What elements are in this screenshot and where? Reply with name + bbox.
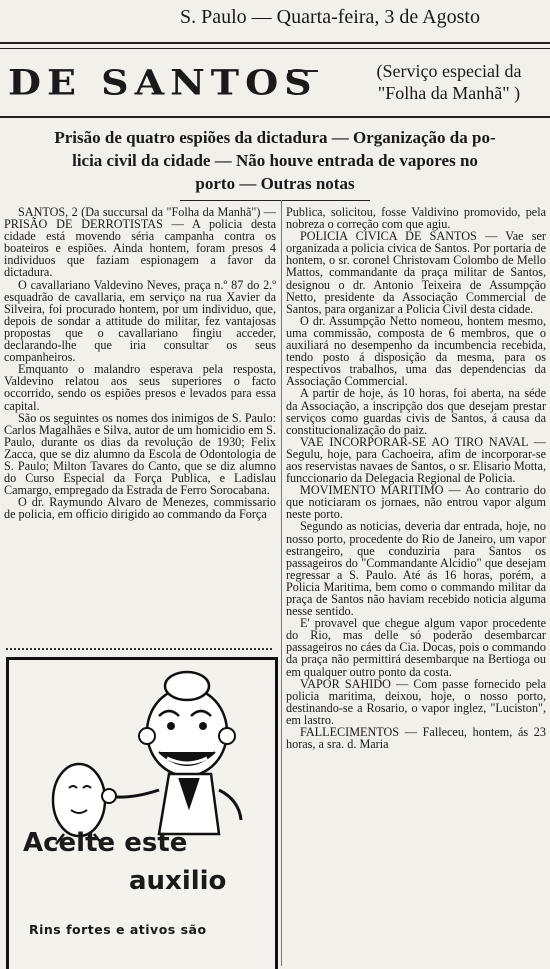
banner-dash — [288, 70, 318, 72]
paragraph: VAPOR SAHIDO — Com passe fornecido pela policia maritima, deixou, hoje, o nosso porto, destinando-se a Rosario, o vapor inglez, "Luciston", em lastro. — [286, 676, 546, 727]
ad-tagline: Rins fortes e ativos são — [29, 922, 207, 937]
paragraph: FALLECIMENTOS — Falleceu, hontem, ás 23 horas, a sra. d. Maria — [286, 725, 546, 752]
advertisement — [6, 657, 278, 969]
paragraph: O cavallariano Valdevino Neves, praça n.º 87 do 2.º esquadrão de cavallaria, em serviço na rua Xavier da Silveira, foi procurado hontem, por um individuo, que, depois de sondar a attitude do militar, fez vantajosas propostas que o cavallariano fingiu acceder, declarando-lhe que iria consultar os seus companheiros. — [4, 277, 276, 365]
headline-line3: porto — Outras notas — [195, 174, 355, 193]
paragraph: O dr. Assumpção Netto nomeou, hontem mesmo, uma commissão, composta de 6 membros, que o auxiliará no desempenho da incumbencia recebida, tendo posto á disposição da mesma, para os respectivos trabalhos, uma das dependencias da Associação Commercial. — [286, 313, 546, 389]
running-head: S. Paulo — Quarta-feira, 3 de Agosto — [180, 6, 480, 28]
service-credit-line2: "Folha da Manhã" ) — [377, 83, 521, 103]
paragraph: São os seguintes os nomes dos inimigos de S. Paulo: Carlos Magalhães e Silva, autor de um homicidio em S. Paulo, durante os dias da revolução de 1930; Felix Zacca, que se diz alumno da Escola de Odontologia de S. Paulo; Milton Tavares do Canto, que se diz alumno do Curso Especial da Força Publica, e Ladislau Camargo, empregado da Estrada de Ferro Sorocabana. — [4, 410, 276, 498]
paragraph: Publica, solicitou, fosse Valdivino promovido, pela nobreza o correção com que agiu. — [286, 205, 546, 232]
column-divider — [281, 200, 282, 966]
paragraph: O dr. Raymundo Alvaro de Menezes, commissario de policia, em officio dirigido ao commando da Força — [4, 495, 276, 522]
paragraph: VAE INCORPORAR-SE AO TIRO NAVAL — Segulu, hoje, para Cachoeira, afim de incorporar-se aos reservistas navaes de Santos, o sr. Elisario Motta, funccionario da Delegacia Regional de Policia. — [286, 434, 546, 486]
top-rule-thin — [0, 48, 550, 49]
headline-line1: Prisão de quatro espiões da dictadura — Organização da po- — [54, 128, 496, 147]
ad-headline-line1: Aceite este — [23, 828, 188, 858]
article-column-1 — [4, 206, 276, 520]
paragraph: A partir de hoje, ás 10 horas, foi aberta, na séde da Associação, a inscripção dos que desejam prestar serviços como guardas civis de Santos, á causa da constitucionalização do paiz. — [286, 386, 546, 437]
ad-separator — [6, 648, 272, 650]
top-rule — [0, 42, 550, 44]
article-column-2 — [286, 206, 546, 750]
service-credit-line1: (Serviço especial da — [376, 61, 522, 81]
paragraph: Emquanto o malandro esperava pela resposta, Valdevino relatou aos seus superiores o facto occorrido, sendo os espiões presos e levados para essa capital. — [4, 362, 276, 413]
article-headline — [6, 126, 544, 195]
service-credit — [352, 60, 546, 104]
paragraph: MOVIMENTO MARITIMO — Ao contrario do que noticiaram os jornaes, não entrou vapor algum neste porto. — [286, 483, 546, 522]
paragraph: Segundo as noticias, deveria dar entrada, hoje, no nosso porto, procedente do Rio de Janeiro, um vapor estrangeiro, que conduziria para Santos os passageiros do "Commandante Alcidio" que desejam regressar a S. Paulo. Até ás 16 horas, porém, a Policia Maritima, bem como o commando militar da praça de Santos não haviam recebido noticia alguma nesse sentido. — [286, 519, 546, 619]
headline-line2: licia civil da cidade — Não houve entrada de vapores no — [72, 151, 478, 170]
paragraph: SANTOS, 2 (Da succursal da "Folha da Manhã") — PRISÃO DE DERROTISTAS — A policia desta cidade está movendo séria campanha contra os boateiros e espiões. Ainda hontem, foram presos 4 individuos que faziam espionagem a favor da dictadura. — [4, 205, 276, 280]
banner-bottom-rule — [0, 116, 550, 118]
headline-rule — [180, 200, 370, 201]
section-banner — [0, 52, 550, 114]
paragraph: POLICIA CIVICA DE SANTOS — Vae ser organizada a policia civica de Santos. Por portaria de hontem, o sr. coronel Christovam Colombo de Mello Mattos, commandante da praça militar de Santos, designou o dr. Antonio Teixeira de Assumpção Netto, presidente da Associação Commercial de Santos, para organizar a Policia Civil desta cidade. — [286, 229, 546, 316]
paragraph: E' provavel que chegue algum vapor procedente do Rio, mas delle só poderão desembarcar passageiros no cáes da Cia. Docas, pois o commando da praça não permittirá desembarque na Bertioga ou em qualquer outro ponto da costa. — [286, 616, 546, 679]
ad-headline-line2: auxilio — [129, 866, 227, 896]
section-title: DE SANTOS — [8, 62, 318, 103]
